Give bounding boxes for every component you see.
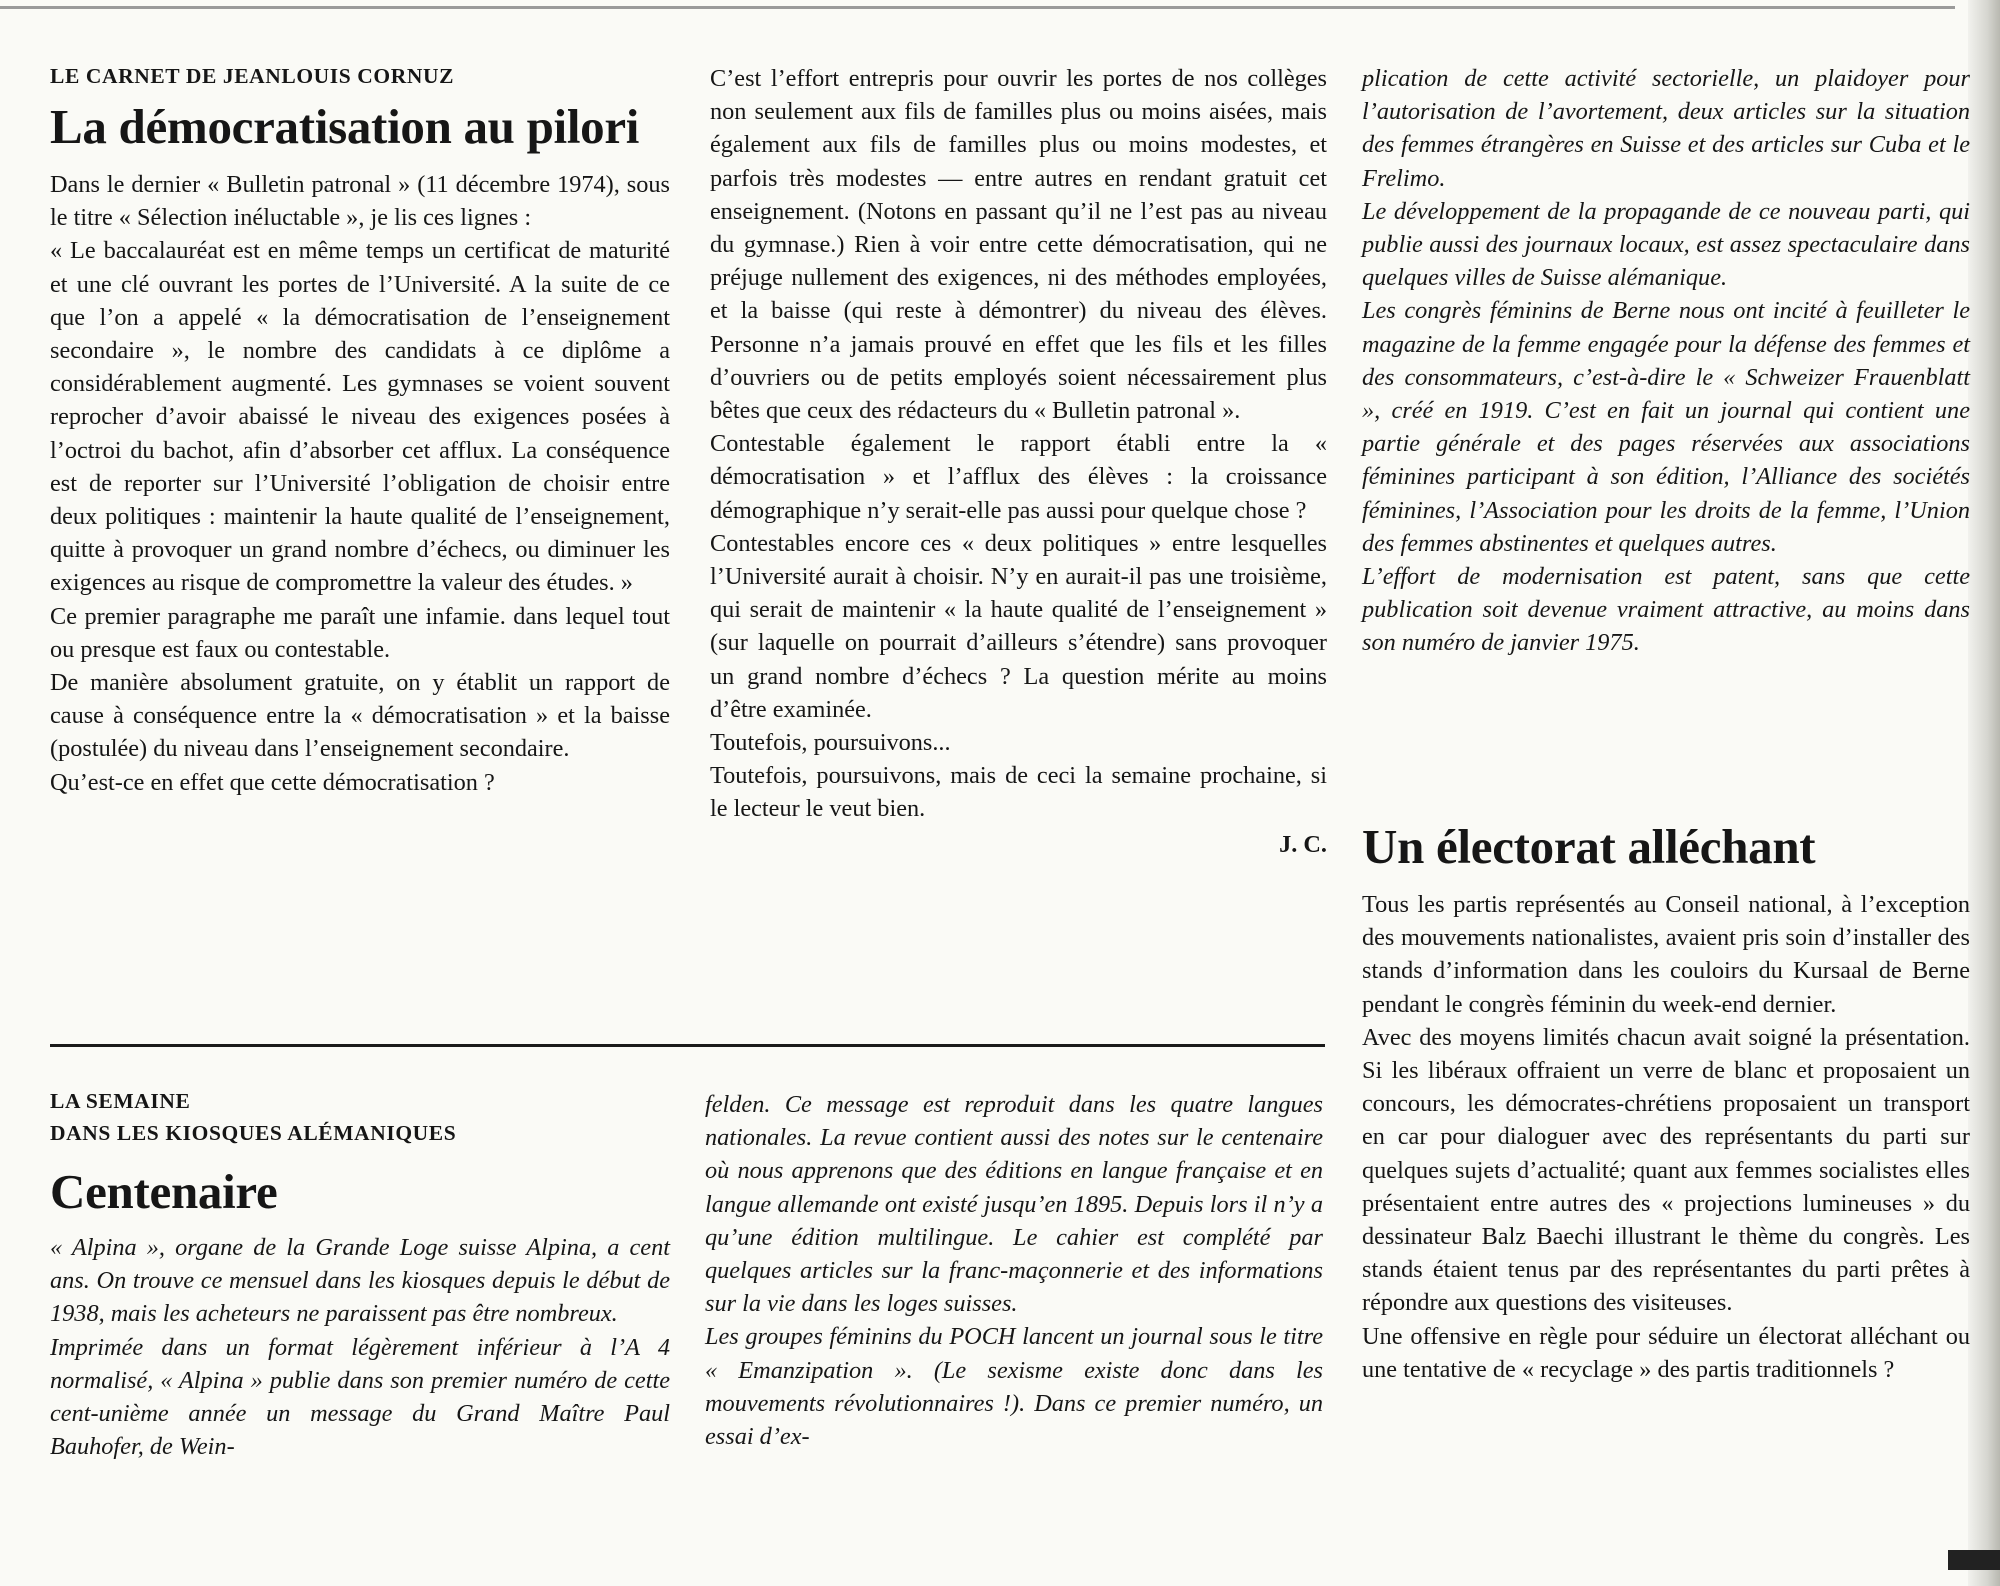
section-divider [50,1044,1325,1047]
carnet-paragraph: Ce premier paragraphe me paraît une infamie. dans lequel tout ou presque est faux ou contestable. [50,602,670,663]
electorat-column [1362,818,1970,1386]
carnet-headline: La démocratisation au pilori [50,99,640,154]
kiosques-paragraph: plication de cette activité sectorielle, un plaidoyer pour l’autorisation de l’avortement, deux articles sur la situation des femmes étrangères en Suisse et des articles sur Cuba et le Frelimo. [1362,65,1970,192]
kiosques-continuation-column [1362,62,1970,660]
semaine-column-1 [50,1085,670,1463]
carnet-paragraph: C’est l’effort entrepris pour ouvrir les portes de nos collèges non seulement aux fils de familles plus ou moins aisées, mais également aux fils de familles plus ou moins modestes, et parfois très modestes — entre autres en rendant gratuit cet enseignement. (Notons en passant qu’il ne l’est pas au niveau du gymnase.) Rien à voir entre cette démocratisation, qui ne préjuge nullement des exigences, ni des méthodes employées, et la baisse (qui reste à démontrer) du niveau des élèves. Personne n’a jamais prouvé en effet que les fils et les filles d’ouvriers ou de petits employés soient nécessairement plus bêtes que ceux des rédacteurs du « Bulletin patronal ». [710,65,1327,425]
semaine-paragraph: « Alpina », organe de la Grande Loge suisse Alpina, a cent ans. On trouve ce mensuel dans les kiosques depuis le début de 1938, mais les acheteurs ne paraissent pas être nombreux. [50,1234,670,1328]
carnet-column-2 [710,62,1327,861]
carnet-signature: J. C. [1279,830,1327,858]
carnet-paragraph: « Le baccalauréat est en même temps un certificat de maturité et une clé ouvrant les portes de l’Université. A la suite de ce que l’on a appelé « la démocratisation de l’enseignement secondaire », le nombre des candidats à ce diplôme a considérablement augmenté. Les gymnases se voient souvent reprocher d’avoir abaissé le niveau des exigences posées à l’octroi du bachot, afin d’absorber cet afflux. La conséquence est de reporter sur l’Université l’obligation de choisir entre deux politiques : maintenir la haute qualité de l’enseignement, quitte à provoquer un grand nombre d’échecs, ou diminuer les exigences au risque de compromettre la valeur des études. » [50,237,670,597]
semaine-paragraph: felden. Ce message est reproduit dans les quatre langues nationales. La revue contient aussi des notes sur le centenaire où nous apprenons que des éditions en langue française et en langue allemande ont existé jusqu’en 1895. Depuis lors il n’y a qu’une édition multilingue. Le cahier est complété par quelques articles sur la franc-maçonnerie et des informations sur la vie dans les loges suisses. [705,1091,1323,1318]
carnet-paragraph: Toutefois, poursuivons, mais de ceci la semaine prochaine, si le lecteur le veut bien. [710,762,1327,823]
carnet-paragraph: De manière absolument gratuite, on y établit un rapport de cause à conséquence entre la « démocratisation » et la baisse (postulée) du niveau dans l’enseignement secondaire. [50,669,670,763]
carnet-kicker: LE CARNET DE JEANLOUIS CORNUZ [50,64,455,88]
carnet-column-1 [50,60,670,799]
semaine-paragraph: Les groupes féminins du POCH lancent un journal sous le titre « Emanzipation ». (Le sexisme existe donc dans les mouvements révolutionnaires !). Dans ce premier numéro, un essai d’ex- [705,1323,1323,1451]
carnet-paragraph: Toutefois, poursuivons... [710,729,951,757]
semaine-column-2 [705,1088,1323,1453]
carnet-paragraph: Contestable également le rapport établi entre la « démocratisation » et l’afflux des élèves : la croissance démographique n’y serait-elle pas aussi pour quelque chose ? [710,430,1327,524]
kiosques-paragraph: L’effort de modernisation est patent, sans que cette publication soit devenue vraiment attractive, au moins dans son numéro de janvier 1975. [1362,563,1970,657]
semaine-kicker-line-1: LA SEMAINE [50,1089,191,1113]
electorat-headline: Un électorat alléchant [1362,819,1816,874]
top-page-rule [0,6,1955,9]
semaine-headline: Centenaire [50,1164,278,1219]
semaine-kicker-line-2: DANS LES KIOSQUES ALÉMANIQUES [50,1121,457,1145]
scan-right-edge [1968,0,2000,1586]
electorat-paragraph: Avec des moyens limités chacun avait soigné la présentation. Si les libéraux offraient un verre de blanc et proposaient un concours, les démocrates-chrétiens proposaient un transport en car pour dialoguer avec des représentants du parti sur quelques sujets d’actualité; quant aux femmes socialistes elles présentaient entre autres des « projections lumineuses » du dessinateur Balz Baechi illustrant le thème du congrès. Les stands étaient tenus par des représentantes du parti prêtes à répondre aux questions des visiteuses. [1362,1023,1970,1317]
carnet-paragraph: Dans le dernier « Bulletin patronal » (11 décembre 1974), sous le titre « Sélection inéluctable », je lis ces lignes : [50,171,670,232]
electorat-paragraph: Tous les partis représentés au Conseil national, à l’exception des mouvements nationalistes, avaient pris soin d’installer des stands d’information dans les couloirs du Kursaal de Berne pendant le congrès féminin du week-end dernier. [1362,891,1970,1018]
kiosques-paragraph: Le développement de la propagande de ce nouveau parti, qui publie aussi des journaux locaux, est assez spectaculaire dans quelques villes de Suisse alémanique. [1362,197,1970,292]
semaine-paragraph: Imprimée dans un format légèrement inférieur à l’A 4 normalisé, « Alpina » publie dans son premier numéro de cette cent-unième année un message du Grand Maître Paul Bauhofer, de Wein- [50,1333,670,1461]
kiosques-paragraph: Les congrès féminins de Berne nous ont incité à feuilleter le magazine de la femme engagée pour la défense des femmes et des consommateurs, c’est-à-dire le « Schweizer Frauenblatt », créé en 1919. C’est en fait un journal qui contient une partie générale et des pages réservées aux associations féminines participant à son édition, l’Alliance des sociétés féminines, l’Association pour les droits de la femme, l’Union des femmes abstinentes et quelques autres. [1362,297,1970,557]
electorat-paragraph: Une offensive en règle pour séduire un électorat alléchant ou une tentative de « recyclage » des partis traditionnels ? [1362,1322,1970,1383]
scan-corner-mark [1948,1550,2000,1570]
carnet-paragraph: Contestables encore ces « deux politiques » entre lesquelles l’Université aurait à choisir. N’y en aurait-il pas une troisième, qui serait de maintenir « la haute qualité de l’enseignement » (sur laquelle on pourrait d’ailleurs s’étendre) sans provoquer un grand nombre d’échecs ? La question mérite au moins d’être examinée. [710,529,1327,723]
carnet-paragraph: Qu’est-ce en effet que cette démocratisation ? [50,768,495,796]
